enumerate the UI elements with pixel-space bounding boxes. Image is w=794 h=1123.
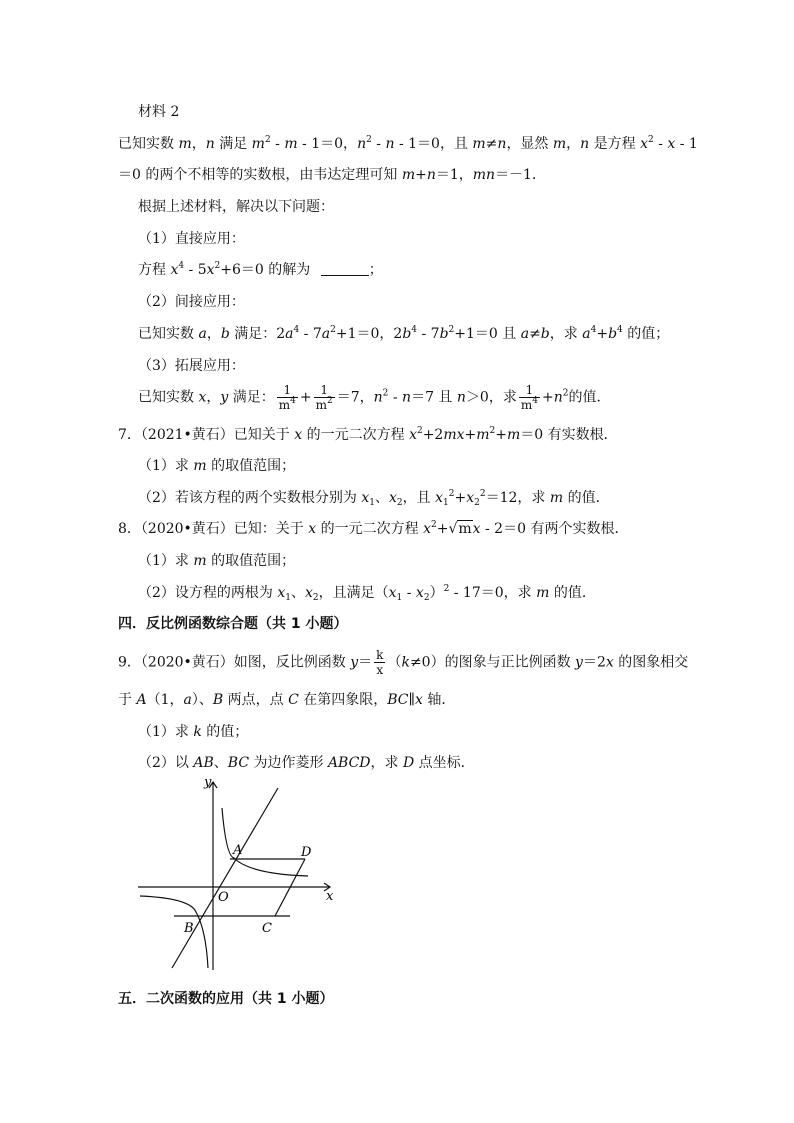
material-instruction: 根据上述材料，解决以下问题： (138, 199, 334, 215)
q3-body: 已知实数 x，y 满足： $\frac{1}{m^4}$ + $\frac{1}{m^2}$ ＝7，$n^2 - n=7$ 且 n＞0，求 $\frac{1}{m^4}$ $+n^2$的值． (138, 383, 611, 412)
q9-part1: （1）求 k 的值； (138, 724, 249, 740)
q8-stem: 8．（2020•黄石）已知：关于 x 的一元二次方程 $x^2+√mx - 2=0$ 有两个实数根． (118, 520, 629, 537)
section-5-heading: 五．二次函数的应用（共 1 小题） (118, 991, 334, 1007)
q9-stem-line2: 于 A（1，a）、B 两点，点 C 在第四象限，BC∥x 轴． (118, 692, 456, 708)
label-C: C (262, 921, 272, 936)
fraction: $\frac{1}{m^4}$ (278, 383, 296, 412)
q7-stem: 7．（2021•黄石）已知关于 x 的一元二次方程 $x^2+2mx+m^2+m=0$ 有实数根． (118, 426, 618, 443)
fraction: $\frac{1}{m^4}$ (520, 383, 538, 412)
q9-part2: （2）以 AB、BC 为边作菱形 ABCD，求 D 点坐标． (138, 755, 475, 771)
q3-label: （3）拓展应用： (138, 358, 245, 374)
material-paragraph-line1: 已知实数 m，n 满足 $m^2 - m - 1=0$，$n^2 - n - 1=0$，且 m≠n，显然 m，n 是方程 $x^2$ - x - 1 (118, 135, 698, 152)
hyperbola-branch-1 (222, 808, 308, 876)
proportional-line (172, 788, 278, 968)
material-paragraph-line2: ＝0 的两个不相等的实数根，由韦达定理可知 m+n＝1，mn＝－1． (118, 167, 546, 183)
section-4-heading: 四．反比例函数综合题（共 1 小题） (118, 616, 348, 632)
label-x: x (326, 889, 334, 904)
q9-stem: 9．（2020•黄石）如图，反比例函数 y＝ $\frac{k}{x}$ （k≠0）的图象与正比例函数 y＝2x 的图象相交 (118, 648, 689, 677)
answer-blank[interactable] (321, 261, 369, 276)
label-D: D (301, 845, 312, 860)
label-B: B (184, 921, 194, 936)
q7-part1: （1）求 m 的取值范围； (138, 458, 296, 474)
function-graph-figure (130, 770, 350, 980)
fraction: $\frac{1}{m^2}$ (315, 383, 333, 412)
q1-body: 方程 $x^4 - 5x^2+6=0$ 的解为 ； (138, 261, 383, 278)
q2-body: 已知实数 a，b 满足：$2a^4 - 7a^2+1=0$，$2b^4 - 7b^2+1=0$ 且 a≠b，求 $a^4+b^4$ 的值； (138, 325, 670, 342)
fraction: $\frac{k}{x}$ (376, 648, 384, 677)
material-title: 材料 2 (138, 104, 180, 120)
q8-part2: （2）设方程的两根为 $x_1$、$x_2$，且满足$(x_1 - x_2)^2 - 17=0$，求 m 的值． (138, 584, 596, 603)
label-y: y (204, 775, 212, 790)
q7-part2: （2）若该方程的两个实数根分别为 $x_1$、$x_2$，且 $x_1^2+x_2^2=12$，求 m 的值． (138, 489, 610, 508)
label-A: A (233, 843, 243, 858)
q2-label: （2）间接应用： (138, 294, 245, 310)
label-O: O (218, 890, 229, 905)
q8-part1: （1）求 m 的取值范围； (138, 553, 296, 569)
q1-label: （1）直接应用： (138, 231, 245, 247)
hyperbola-branch-3 (140, 896, 208, 968)
